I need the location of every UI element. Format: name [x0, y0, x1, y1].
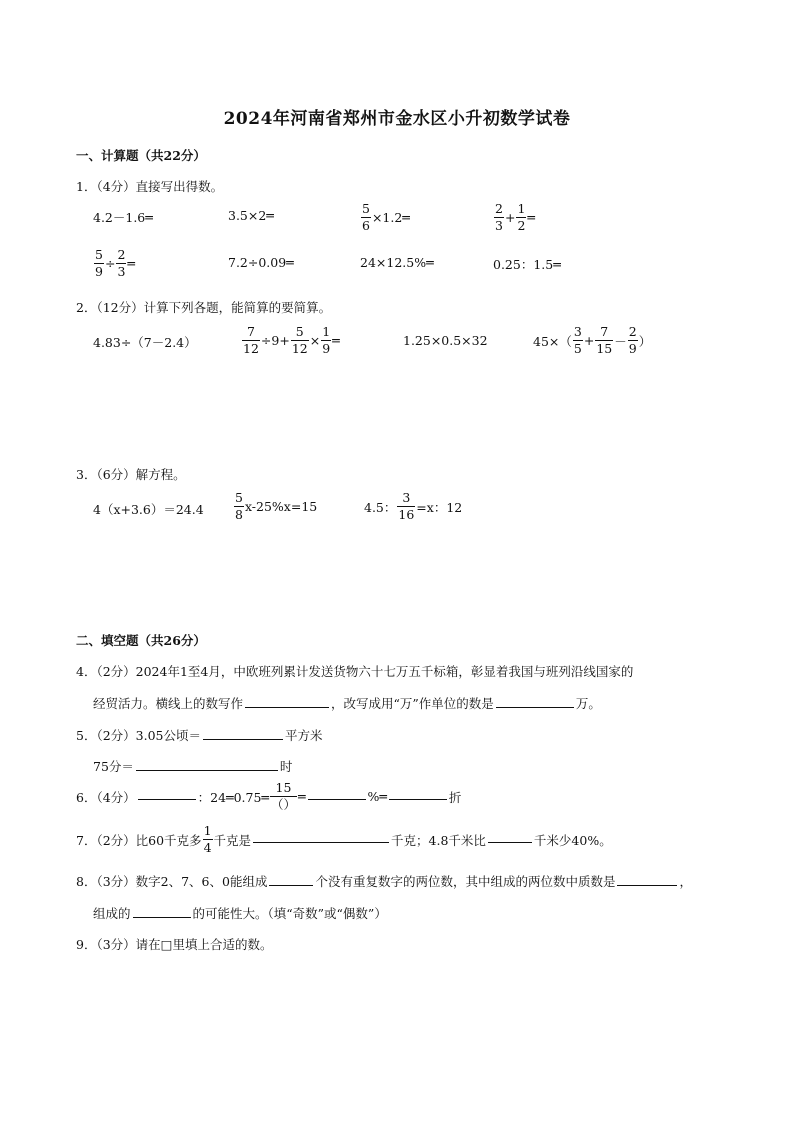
fraction: $\frac{1}{9}$: [322, 324, 331, 356]
fraction: $\frac{1}{4}$: [203, 823, 212, 855]
question-5-line-2: 75分＝ 时: [93, 759, 293, 774]
fraction: $\frac{2}{3}$: [495, 201, 503, 233]
fraction-with-blank-denominator: $\frac{15}{()}$: [270, 780, 296, 812]
question-4-line-2: 经贸活力。横线上的数写作 ，改写成用“万”作单位的数是 万。: [93, 696, 601, 711]
q2-expression-c: 1.25×0.5×32: [403, 333, 488, 348]
q1-expression-a: 4.2－1.6═: [93, 210, 153, 225]
answer-blank[interactable]: [617, 872, 677, 886]
question-4-line-1: 4．（2分）2024年1至4月，中欧班列累计发送货物六十七万五千标箱，彰显着我国与班列沿线国家的: [76, 664, 634, 679]
question-1-stem: 1．（4分）直接写出得数。: [76, 179, 224, 194]
q1-expression-b: 3.5×2═: [228, 208, 274, 223]
question-6: 6．（4分） ：24═0.75═ $\frac{15}{()}$ ═ %═ 折: [76, 780, 462, 812]
question-2-stem: 2．（12分）计算下列各题，能简算的要简算。: [76, 300, 332, 315]
answer-blank[interactable]: [488, 829, 532, 843]
q1-expression-e: $\frac{5}{9}$ ÷ $\frac{2}{3}$ ═: [95, 247, 135, 279]
q1-expression-d: $\frac{2}{3}$ + $\frac{1}{2}$ ═: [495, 201, 535, 233]
section-heading-fill-blank: 二、填空题（共26分）: [76, 633, 206, 648]
q3-equation-a: 4（x+3.6）＝24.4: [93, 502, 204, 517]
question-8-line-1: 8．（3分）数字2、7、6、0能组成 个没有重复数字的两位数，其中组成的两位数中质数是 ，: [76, 874, 692, 889]
fraction: $\frac{5}{12}$: [291, 324, 308, 356]
q1-expression-h: 0.25：1.5═: [493, 257, 561, 272]
fraction: $\frac{5}{6}$: [362, 201, 370, 233]
exam-title: 2024年河南省郑州市金水区小升初数学试卷: [223, 109, 571, 129]
q2-expression-d: 45×（ $\frac{3}{5}$ + $\frac{7}{15}$ － $\frac{2}{9}$ ）: [533, 324, 652, 356]
fraction: $\frac{2}{3}$: [117, 247, 126, 279]
q2-expression-a: 4.83÷（7－2.4）: [93, 335, 197, 350]
answer-blank[interactable]: [308, 786, 366, 800]
answer-blank[interactable]: [496, 694, 574, 708]
fraction: $\frac{7}{15}$: [596, 324, 613, 356]
fraction: $\frac{5}{9}$: [95, 247, 103, 279]
fraction: $\frac{3}{16}$: [398, 490, 415, 522]
answer-blank[interactable]: [136, 757, 278, 771]
answer-blank[interactable]: [203, 726, 283, 740]
answer-blank[interactable]: [253, 829, 389, 843]
answer-blank[interactable]: [269, 872, 313, 886]
fraction: $\frac{3}{5}$: [573, 324, 582, 356]
q1-expression-g: 24×12.5%═: [360, 255, 434, 270]
question-9-stem: 9．（3分）请在□里填上合适的数。: [76, 937, 273, 952]
question-5-line-1: 5．（2分）3.05公顷＝ 平方米: [76, 728, 323, 743]
answer-blank[interactable]: [245, 694, 329, 708]
section-heading-calculation: 一、计算题（共22分）: [76, 148, 206, 163]
fraction: $\frac{2}{9}$: [628, 324, 637, 356]
q1-expression-f: 7.2÷0.09═: [228, 255, 294, 270]
fraction: $\frac{1}{2}$: [517, 201, 526, 233]
fraction: $\frac{5}{8}$: [235, 490, 243, 522]
answer-blank[interactable]: [389, 786, 447, 800]
question-3-stem: 3．（6分）解方程。: [76, 467, 186, 482]
answer-blank[interactable]: [133, 904, 191, 918]
question-7: 7．（2分）比60千克多 $\frac{1}{4}$ 千克是 千克；4.8千米比 千米少40%。: [76, 823, 612, 855]
fraction: $\frac{7}{12}$: [243, 324, 259, 356]
answer-blank[interactable]: [138, 786, 196, 800]
question-8-line-2: 组成的 的可能性大。（填“奇数”或“偶数”）: [93, 906, 387, 921]
q3-equation-c: 4.5： $\frac{3}{16}$ =x：12: [364, 490, 463, 522]
q3-equation-b: $\frac{5}{8}$ x-25%x=15: [235, 490, 318, 522]
q1-expression-c: $\frac{5}{6}$ ×1.2═: [362, 201, 410, 233]
q2-expression-b: $\frac{7}{12}$ ÷9+ $\frac{5}{12}$ × $\frac{1}{9}$ ═: [243, 324, 340, 356]
